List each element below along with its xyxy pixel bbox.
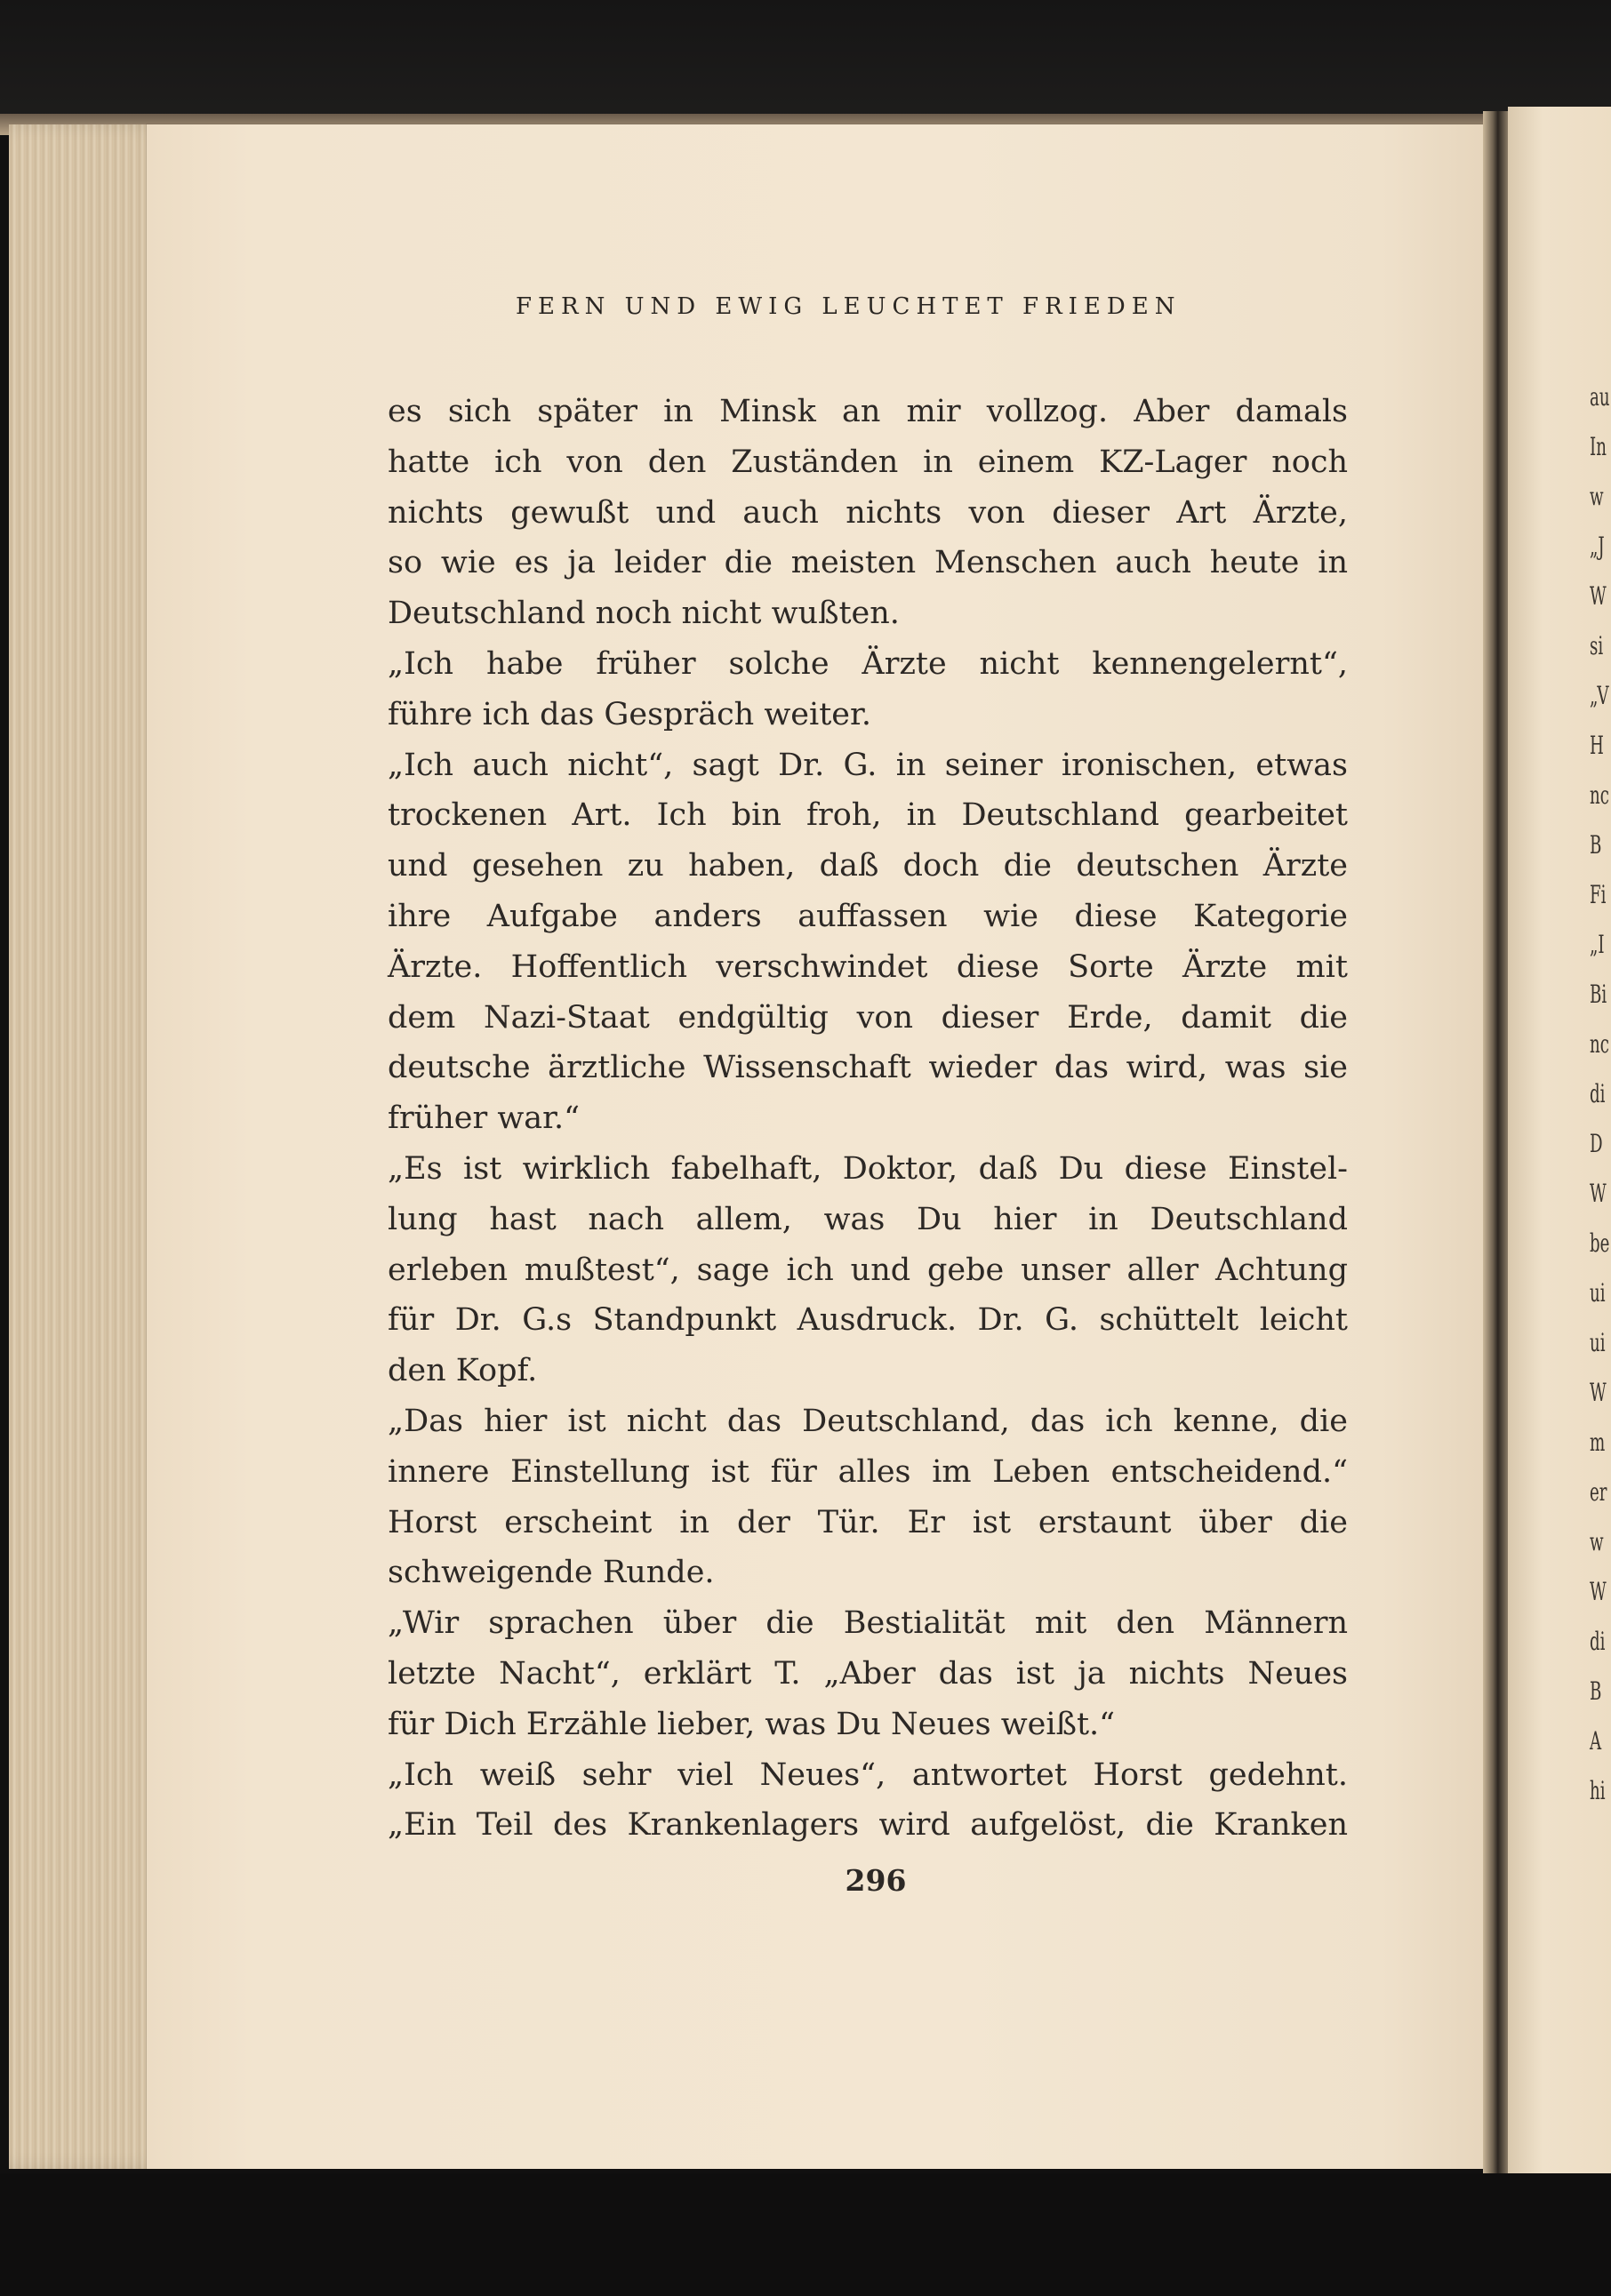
text-line: führe ich das Gespräch weiter. bbox=[388, 696, 871, 732]
text-line: „Ein Teil des Krankenlagers wird aufgelöst, die Kranken bbox=[388, 1807, 1348, 1844]
page-stack-edges bbox=[9, 124, 164, 2169]
facing-page-fragment: A bbox=[1590, 1726, 1602, 1756]
facing-page-fragment: B bbox=[1590, 830, 1602, 860]
facing-page-fragment: be bbox=[1590, 1228, 1610, 1258]
facing-page bbox=[1508, 107, 1611, 2178]
facing-page-fragment: ui bbox=[1590, 1328, 1606, 1357]
facing-page-fragment: er bbox=[1590, 1477, 1607, 1507]
facing-page-fragment: D bbox=[1590, 1129, 1603, 1158]
text-line: „Das hier ist nicht das Deutschland, das ich kenne, die bbox=[388, 1403, 1348, 1439]
facing-page-fragment: Fi bbox=[1590, 880, 1607, 909]
facing-page-fragment: W bbox=[1590, 581, 1607, 611]
text-line: lung hast nach allem, was Du hier in Deutschland bbox=[388, 1201, 1348, 1237]
text-line: „Wir sprachen über die Bestialität mit den Männern bbox=[388, 1605, 1348, 1642]
facing-page-fragment: m bbox=[1590, 1428, 1606, 1457]
text-line: innere Einstellung ist für alles im Leben entscheidend.“ bbox=[388, 1453, 1348, 1490]
running-head: FERN UND EWIG LEUCHTET FRIEDEN bbox=[516, 293, 1182, 320]
facing-page-fragment: „V bbox=[1590, 681, 1609, 710]
facing-page-fragment: „J bbox=[1590, 532, 1605, 561]
facing-page-fragment: H bbox=[1590, 731, 1604, 760]
facing-page-fragment: si bbox=[1590, 631, 1604, 660]
text-line: nichts gewußt und auch nichts von dieser Art Ärzte, bbox=[388, 494, 1348, 531]
facing-page-fragment: di bbox=[1590, 1079, 1606, 1108]
facing-page-fragment: w bbox=[1590, 1527, 1604, 1556]
facing-page-fragment: nc bbox=[1590, 780, 1609, 810]
text-line: trockenen Art. Ich bin froh, in Deutschland gearbeitet bbox=[388, 797, 1348, 834]
page-number: 296 bbox=[845, 1863, 907, 1898]
facing-page-fragment: „I bbox=[1590, 930, 1605, 959]
facing-page-fragment: hi bbox=[1590, 1776, 1606, 1805]
text-line: früher war.“ bbox=[388, 1100, 581, 1137]
facing-page-fragment: Bi bbox=[1590, 980, 1607, 1009]
text-line: für Dr. G.s Standpunkt Ausdruck. Dr. G. schüttelt leicht bbox=[388, 1302, 1348, 1339]
facing-page-fragment: nc bbox=[1590, 1029, 1609, 1059]
text-line: Horst erscheint in der Tür. Er ist erstaunt über die bbox=[388, 1504, 1348, 1540]
text-line: „Es ist wirklich fabelhaft, Doktor, daß Du diese Einstel- bbox=[388, 1150, 1348, 1187]
text-line: es sich später in Minsk an mir vollzog. Aber damals bbox=[388, 394, 1348, 429]
background-top bbox=[0, 0, 1611, 124]
facing-page-fragment: w bbox=[1590, 482, 1604, 511]
text-line: den Kopf. bbox=[388, 1353, 538, 1389]
facing-page-fragment: W bbox=[1590, 1577, 1607, 1606]
text-line: deutsche ärztliche Wissenschaft wieder das wird, was sie bbox=[388, 1050, 1348, 1086]
text-line: für Dich Erzähle lieber, was Du Neues weißt.“ bbox=[388, 1706, 1116, 1742]
text-line: hatte ich von den Zuständen in einem KZ-Lager noch bbox=[388, 444, 1348, 480]
text-line: dem Nazi-Staat endgültig von dieser Erde, damit die bbox=[388, 999, 1348, 1036]
book-gutter bbox=[1483, 111, 1508, 2178]
text-line: Ärzte. Hoffentlich verschwindet diese Sorte Ärzte mit bbox=[388, 948, 1348, 985]
facing-page-fragment: W bbox=[1590, 1179, 1607, 1208]
body-text bbox=[388, 387, 1348, 1851]
text-line: so wie es ja leider die meisten Menschen auch heute in bbox=[388, 545, 1348, 581]
facing-page-fragment: In bbox=[1590, 432, 1607, 461]
facing-page-fragment: di bbox=[1590, 1627, 1606, 1656]
text-line: letzte Nacht“, erklärt T. „Aber das ist ja nichts Neues bbox=[388, 1655, 1348, 1692]
facing-page-fragment: B bbox=[1590, 1676, 1602, 1706]
text-line: „Ich habe früher solche Ärzte nicht kennengelernt“, bbox=[388, 645, 1348, 682]
text-line: schweigende Runde. bbox=[388, 1555, 715, 1591]
facing-page-fragment: ui bbox=[1590, 1278, 1606, 1308]
background-bottom bbox=[0, 2173, 1611, 2296]
facing-page-fragment: au bbox=[1590, 382, 1610, 412]
text-line: und gesehen zu haben, daß doch die deutschen Ärzte bbox=[388, 848, 1348, 884]
text-line: erleben mußtest“, sage ich und gebe unser aller Achtung bbox=[388, 1252, 1348, 1288]
text-line: „Ich auch nicht“, sagt Dr. G. in seiner ironischen, etwas bbox=[388, 747, 1348, 783]
text-line: Deutschland noch nicht wußten. bbox=[388, 596, 900, 632]
text-line: ihre Aufgabe anders auffassen wie diese Kategorie bbox=[388, 898, 1348, 934]
facing-page-fragment: W bbox=[1590, 1378, 1607, 1407]
text-line: „Ich weiß sehr viel Neues“, antwortet Horst gedehnt. bbox=[388, 1756, 1348, 1793]
